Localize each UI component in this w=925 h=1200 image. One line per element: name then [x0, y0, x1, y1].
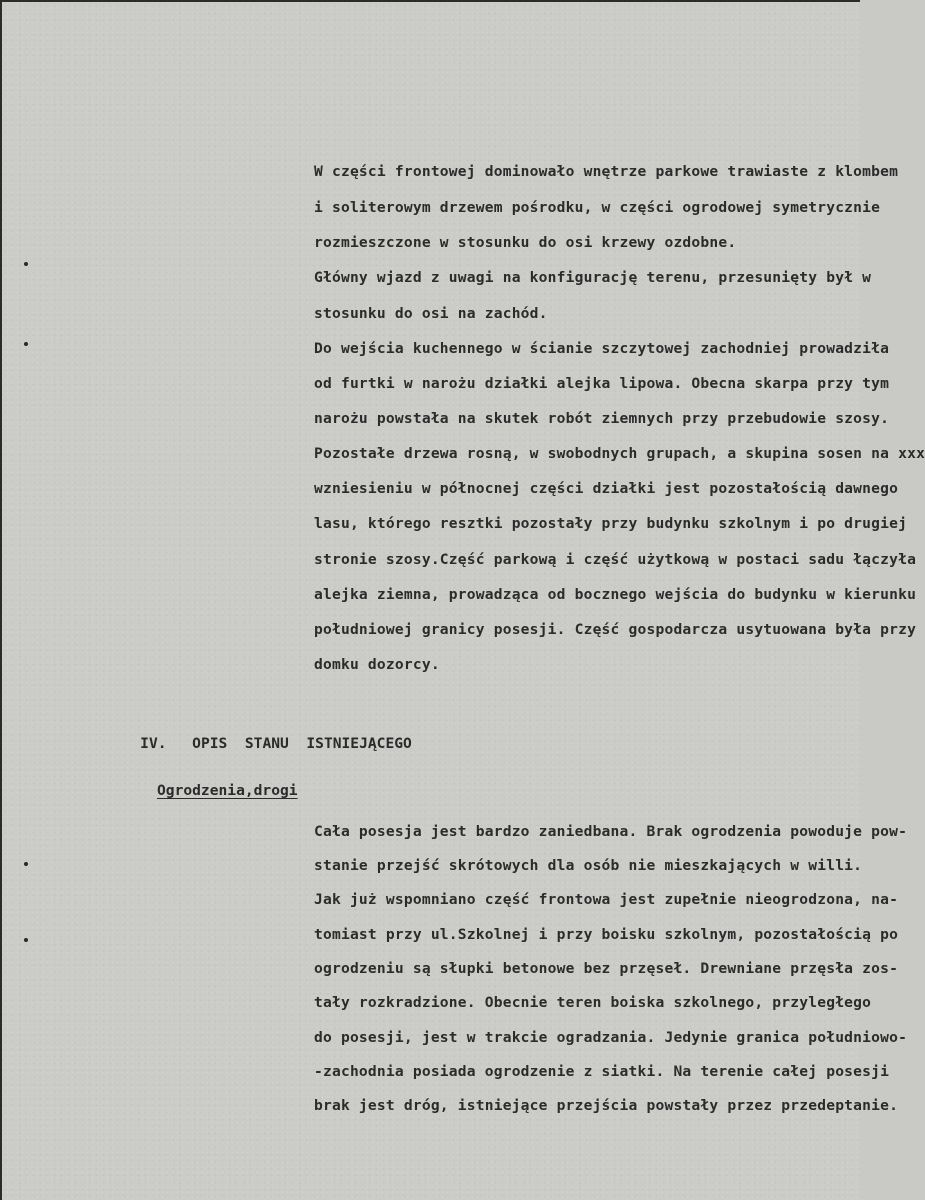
subheading-fences-roads: Ogrodzenia,drogi [157, 782, 298, 799]
text-line: Cała posesja jest bardzo zaniedbana. Brak ogrodzenia powoduje pow- [314, 823, 908, 840]
text-line: Pozostałe drzewa rosną, w swobodnych grupach, a skupina sosen na xxx [314, 445, 925, 462]
text-line: alejka ziemna, prowadząca od bocznego wejścia do budynku w kierunku [314, 586, 917, 603]
text-line: -zachodnia posiada ogrodzenie z siatki. Na terenie całej posesji [314, 1063, 890, 1080]
text-line: do posesji, jest w trakcie ogradzania. Jedynie granica południowo- [314, 1029, 908, 1046]
text-line: rozmieszczone w stosunku do osi krzewy ozdobne. [314, 234, 737, 251]
text-line: tały rozkradzione. Obecnie teren boiska szkolnego, przyległego [314, 994, 872, 1011]
section-number: IV. [140, 735, 167, 752]
text-line: wzniesieniu w północnej części działki jest pozostałością dawnego [314, 480, 899, 497]
scan-edge-left [0, 0, 2, 1200]
text-line: południowej granicy posesji. Część gospodarcza usytuowana była przy [314, 621, 917, 638]
text-line: domku dozorcy. [314, 656, 440, 673]
text-line: tomiast przy ul.Szkolnej i przy boisku szkolnym, pozostałością po [314, 926, 899, 943]
text-line: narożu powstała na skutek robót ziemnych przy przebudowie szosy. [314, 410, 890, 427]
text-line: Do wejścia kuchennego w ścianie szczytowej zachodniej prowadziła [314, 340, 890, 357]
section-title: OPIS STANU ISTNIEJĄCEGO [192, 735, 412, 752]
text-line: stosunku do osi na zachód. [314, 305, 548, 322]
text-line: i soliterowym drzewem pośrodku, w części ogrodowej symetrycznie [314, 199, 881, 216]
text-line: stronie szosy.Część parkową i część użytkową w postaci sadu łączyła [314, 551, 917, 568]
punch-hole-mark [24, 262, 28, 266]
text-line: stanie przejść skrótowych dla osób nie mieszkających w willi. [314, 857, 863, 874]
text-line: brak jest dróg, istniejące przejścia powstały przez przedeptanie. [314, 1097, 899, 1114]
scan-edge-top [0, 0, 860, 2]
text-line: Jak już wspomniano część frontowa jest zupełnie nieogrodzona, na- [314, 891, 899, 908]
text-line: lasu, którego resztki pozostały przy budynku szkolnym i po drugiej [314, 515, 908, 532]
punch-hole-mark [24, 938, 28, 942]
text-line: od furtki w narożu działki alejka lipowa. Obecna skarpa przy tym [314, 375, 890, 392]
text-line: Główny wjazd z uwagi na konfigurację terenu, przesunięty był w [314, 269, 872, 286]
punch-hole-mark [24, 342, 28, 346]
text-line: W części frontowej dominowało wnętrze parkowe trawiaste z klombem [314, 163, 899, 180]
text-line: ogrodzeniu są słupki betonowe bez przęseł. Drewniane przęsła zos- [314, 960, 899, 977]
section-heading [105, 718, 412, 769]
punch-hole-mark [24, 862, 28, 866]
